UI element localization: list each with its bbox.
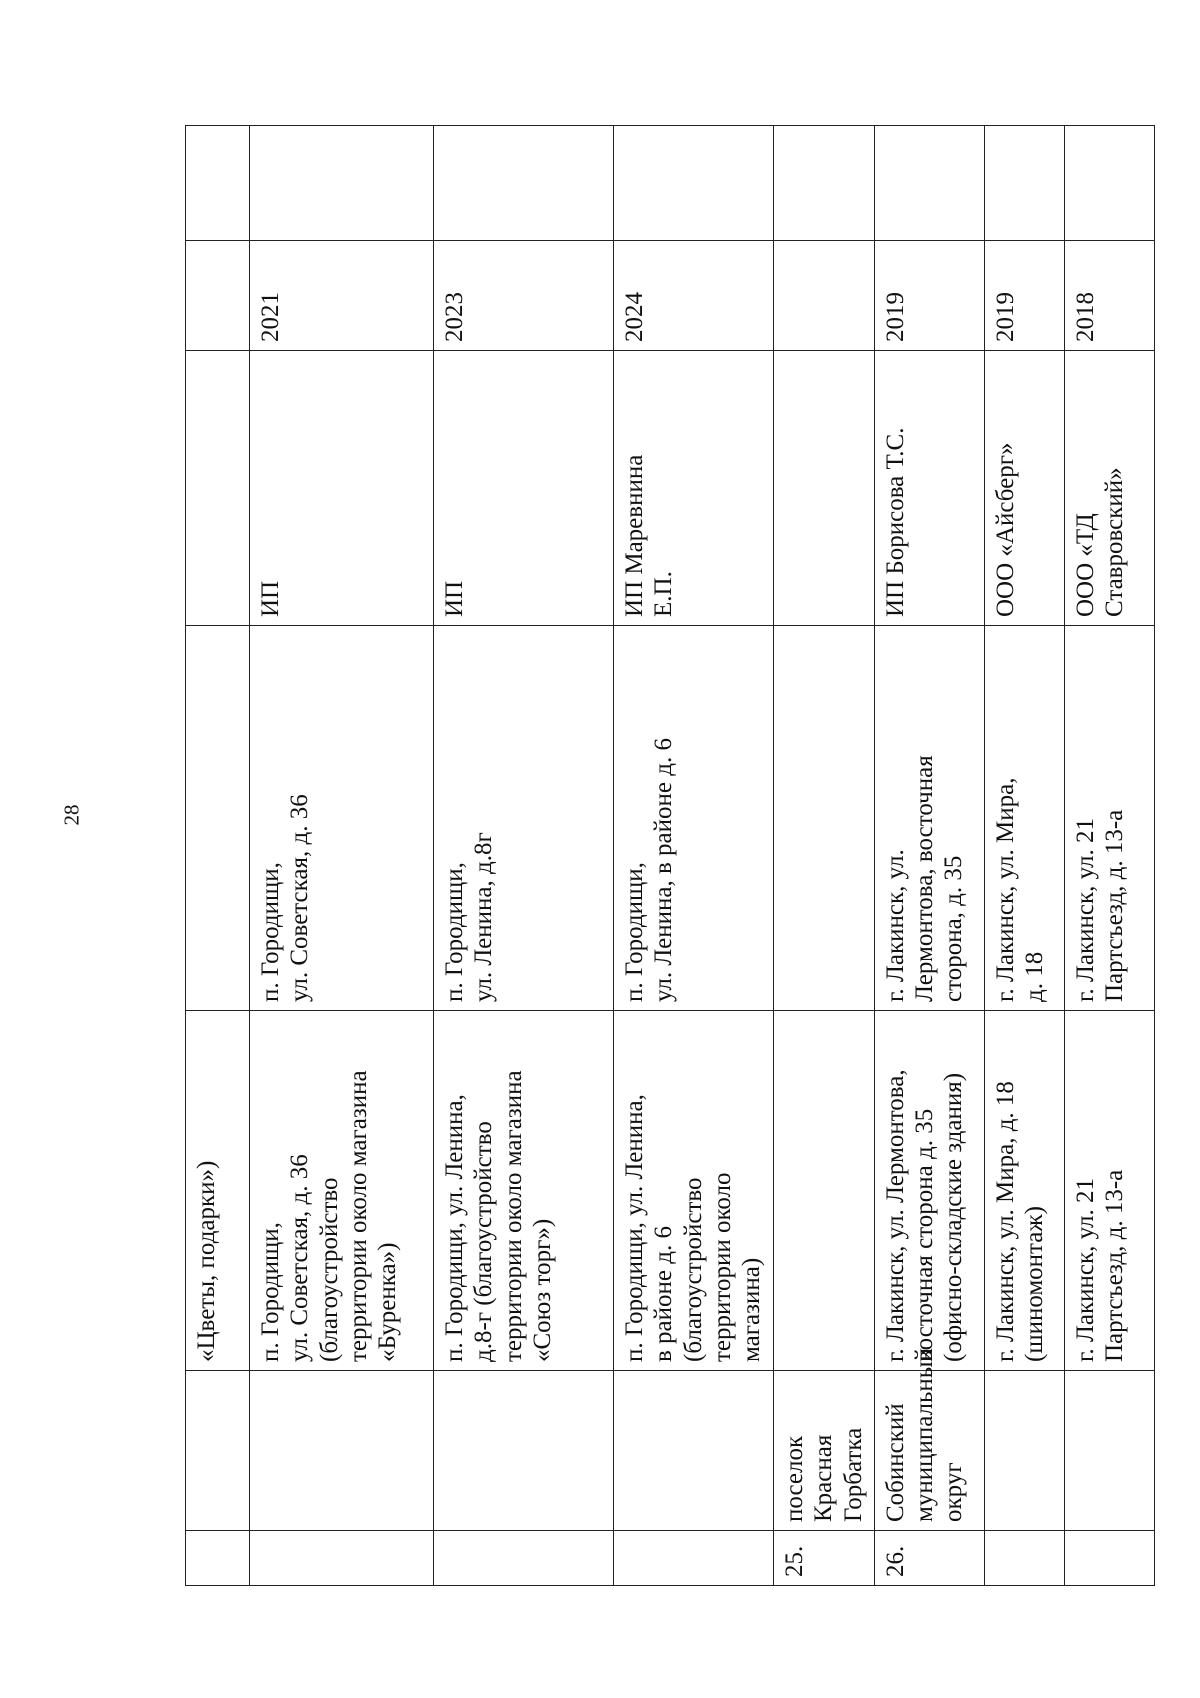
table-row: [984, 126, 1064, 1586]
table-row: [186, 126, 250, 1586]
cell-address: [774, 626, 875, 1011]
cell-owner: ИП Маревнина Е.П.: [614, 351, 774, 626]
cell-number: [984, 1531, 1064, 1586]
cell-address: г. Лакинск, ул. Мира, д. 18: [984, 626, 1064, 1011]
cell-year: [186, 241, 250, 351]
cell-owner: ООО «ТД Ставровский»: [1064, 351, 1154, 626]
cell-owner: ИП: [250, 351, 434, 626]
cell-locality: [250, 1371, 434, 1531]
cell-object-location: [774, 1011, 875, 1371]
cell-locality: поселок Красная Горбатка: [774, 1371, 875, 1531]
cell-locality: [186, 1371, 250, 1531]
cell-address: г. Лакинск, ул. Лермонтова, восточная сторона, д. 35: [874, 626, 984, 1011]
cell-extra: [1064, 126, 1154, 241]
cell-locality: [1064, 1371, 1154, 1531]
cell-object-location: п. Городищи, ул. Ленина, в районе д. 6 (благоустройство территории около магазина): [614, 1011, 774, 1371]
cell-number: [1064, 1531, 1154, 1586]
table-row: [250, 126, 434, 1586]
cell-year: [774, 241, 875, 351]
cell-number: [250, 1531, 434, 1586]
cell-object-location: г. Лакинск, ул. 21 Партсъезд, д. 13-а: [1064, 1011, 1154, 1371]
data-table: [185, 125, 1155, 1586]
cell-address: п. Городищи, ул. Ленина, в районе д. 6: [614, 626, 774, 1011]
cell-extra: [984, 126, 1064, 241]
data-table-container: [185, 126, 1143, 1586]
cell-number: 25.: [774, 1531, 875, 1586]
cell-owner: ИП Борисова Т.С.: [874, 351, 984, 626]
cell-year: 2023: [434, 241, 614, 351]
cell-year: 2021: [250, 241, 434, 351]
cell-extra: [250, 126, 434, 241]
cell-extra: [774, 126, 875, 241]
cell-extra: [874, 126, 984, 241]
cell-locality: [984, 1371, 1064, 1531]
cell-year: 2024: [614, 241, 774, 351]
table-row: [1064, 126, 1154, 1586]
cell-locality: [614, 1371, 774, 1531]
cell-number: [186, 1531, 250, 1586]
cell-address: п. Городищи, ул. Ленина, д.8г: [434, 626, 614, 1011]
cell-address: [186, 626, 250, 1011]
table-row: [434, 126, 614, 1586]
cell-extra: [614, 126, 774, 241]
table-row: [774, 126, 875, 1586]
table-row: [614, 126, 774, 1586]
cell-object-location: г. Лакинск, ул. Лермонтова, восточная сторона д. 35 (офисно-складские здания): [874, 1011, 984, 1371]
cell-year: 2018: [1064, 241, 1154, 351]
cell-year: 2019: [874, 241, 984, 351]
cell-owner: [774, 351, 875, 626]
cell-number: 26.: [874, 1531, 984, 1586]
cell-object-location: «Цветы, подарки»): [186, 1011, 250, 1371]
cell-extra: [186, 126, 250, 241]
cell-object-location: г. Лакинск, ул. Мира, д. 18 (шиномонтаж): [984, 1011, 1064, 1371]
page-number: 28: [59, 804, 84, 826]
cell-address: п. Городищи, ул. Советская, д. 36: [250, 626, 434, 1011]
cell-number: [434, 1531, 614, 1586]
cell-address: г. Лакинск, ул. 21 Партсъезд, д. 13-а: [1064, 626, 1154, 1011]
cell-number: [614, 1531, 774, 1586]
cell-locality: [434, 1371, 614, 1531]
cell-year: 2019: [984, 241, 1064, 351]
cell-owner: ООО «Айсберг»: [984, 351, 1064, 626]
cell-owner: [186, 351, 250, 626]
cell-locality: Собинский муниципальный округ: [874, 1371, 984, 1531]
cell-extra: [434, 126, 614, 241]
cell-object-location: п. Городищи, ул. Советская, д. 36 (благоустройство территории около магазина «Буренка»): [250, 1011, 434, 1371]
cell-owner: ИП: [434, 351, 614, 626]
table-row: [874, 126, 984, 1586]
cell-object-location: п. Городищи, ул. Ленина, д.8-г (благоустройство территории около магазина «Союз торг»): [434, 1011, 614, 1371]
